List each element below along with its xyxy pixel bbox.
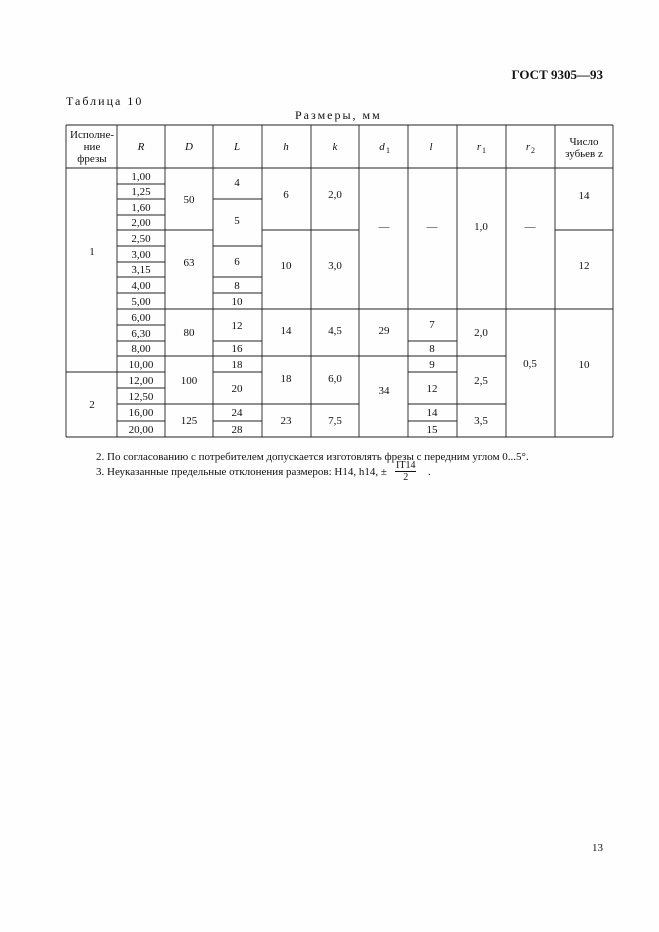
R-cell: 10,00 bbox=[128, 359, 154, 371]
k-cell: 2,0 bbox=[328, 189, 342, 201]
L-cell: 16 bbox=[231, 343, 243, 355]
l-cell: 15 bbox=[426, 424, 438, 436]
header-variant-2: ние bbox=[83, 141, 101, 153]
h-cell: 14 bbox=[280, 325, 292, 337]
L-cell: 18 bbox=[231, 359, 243, 371]
table-units: Размеры, мм bbox=[295, 108, 382, 122]
D-cell: 80 bbox=[183, 327, 195, 339]
R-cell: 3,15 bbox=[131, 264, 151, 276]
k-cell: 7,5 bbox=[328, 415, 342, 427]
header-r1: r bbox=[476, 141, 482, 153]
D-cell: 100 bbox=[180, 375, 198, 387]
L-cell: 6 bbox=[234, 256, 240, 268]
r2-cell: 0,5 bbox=[523, 358, 537, 370]
header-d1: d bbox=[379, 141, 385, 153]
variant-cell: 2 bbox=[89, 399, 95, 411]
L-cell: 20 bbox=[231, 383, 243, 395]
r1-cell: 2,0 bbox=[474, 327, 488, 339]
h-cell: 10 bbox=[280, 260, 292, 272]
L-cell: 4 bbox=[234, 177, 240, 189]
header-z-1: Число bbox=[569, 136, 599, 148]
d1-cell: 29 bbox=[378, 325, 390, 337]
R-cell: 5,00 bbox=[131, 296, 151, 308]
R-cell: 2,50 bbox=[131, 233, 151, 245]
R-cell: 1,25 bbox=[131, 186, 151, 198]
note-2: 2. По согласованию с потребителем допускается изготовлять фрезы с передним углом 0...5°. bbox=[96, 451, 529, 463]
L-cell: 12 bbox=[231, 320, 243, 332]
l-cell: 14 bbox=[426, 407, 438, 419]
z-cell: 10 bbox=[578, 359, 590, 371]
d1-cell: 34 bbox=[378, 385, 390, 397]
L-cell: 24 bbox=[231, 407, 243, 419]
fraction-denominator: 2 bbox=[403, 472, 409, 483]
h-cell: 6 bbox=[283, 189, 289, 201]
z-cell: 12 bbox=[578, 260, 590, 272]
header-R: R bbox=[137, 141, 145, 153]
D-cell: 125 bbox=[180, 415, 198, 427]
l-cell: 8 bbox=[429, 343, 435, 355]
h-cell: 18 bbox=[280, 373, 292, 385]
header-variant-3: фрезы bbox=[77, 153, 107, 165]
header-r2: r bbox=[525, 141, 531, 153]
note-3-fraction bbox=[395, 460, 416, 483]
variant-cell: 1 bbox=[89, 246, 95, 258]
fraction-numerator: IT14 bbox=[396, 460, 416, 471]
header-r1-sub: 1 bbox=[482, 146, 486, 155]
header-h: h bbox=[283, 141, 289, 153]
d1-cell: — bbox=[378, 221, 390, 233]
R-cell: 12,50 bbox=[128, 391, 154, 403]
header-variant-1: Исполне- bbox=[70, 129, 114, 141]
l-cell: 7 bbox=[429, 319, 435, 331]
R-cell: 6,00 bbox=[131, 312, 151, 324]
L-cell: 5 bbox=[234, 215, 240, 227]
header-r2-sub: 2 bbox=[531, 146, 535, 155]
header-D: D bbox=[185, 141, 193, 153]
header-l: l bbox=[429, 141, 433, 153]
k-cell: 3,0 bbox=[328, 260, 342, 272]
D-cell: 63 bbox=[183, 257, 195, 269]
R-cell: 8,00 bbox=[131, 343, 151, 355]
R-cell: 1,60 bbox=[131, 202, 151, 214]
r1-cell: 2,5 bbox=[474, 375, 488, 387]
L-cell: 10 bbox=[231, 296, 243, 308]
note-3-period: . bbox=[428, 466, 431, 478]
k-cell: 4,5 bbox=[328, 325, 342, 337]
R-cell: 6,30 bbox=[131, 328, 151, 340]
R-cell: 1,00 bbox=[131, 171, 151, 183]
header-d1-sub: 1 bbox=[386, 146, 390, 155]
page-number: 13 bbox=[592, 842, 603, 854]
header-z-2: зубьев z bbox=[565, 148, 603, 160]
L-cell: 28 bbox=[231, 424, 243, 436]
l-cell: 9 bbox=[429, 359, 435, 371]
L-cell: 8 bbox=[234, 280, 240, 292]
header-L: L bbox=[233, 141, 241, 153]
R-cell: 20,00 bbox=[128, 424, 154, 436]
r1-cell: 3,5 bbox=[474, 415, 488, 427]
l-cell: 12 bbox=[426, 383, 438, 395]
D-cell: 50 bbox=[183, 194, 195, 206]
r2-cell: — bbox=[524, 221, 536, 233]
note-3: 3. Неуказанные предельные отклонения размеров: H14, h14, ± bbox=[96, 466, 387, 478]
z-cell: 14 bbox=[578, 190, 590, 202]
h-cell: 23 bbox=[280, 415, 292, 427]
header-k: k bbox=[332, 141, 338, 153]
r1-cell: 1,0 bbox=[474, 221, 488, 233]
document-id: ГОСТ 9305—93 bbox=[511, 67, 603, 82]
l-cell: — bbox=[426, 221, 438, 233]
R-cell: 12,00 bbox=[128, 375, 154, 387]
k-cell: 6,0 bbox=[328, 373, 342, 385]
R-cell: 4,00 bbox=[131, 280, 151, 292]
R-cell: 2,00 bbox=[131, 217, 151, 229]
R-cell: 16,00 bbox=[128, 407, 154, 419]
table-caption: Таблица 10 bbox=[66, 94, 144, 108]
R-cell: 3,00 bbox=[131, 249, 151, 261]
